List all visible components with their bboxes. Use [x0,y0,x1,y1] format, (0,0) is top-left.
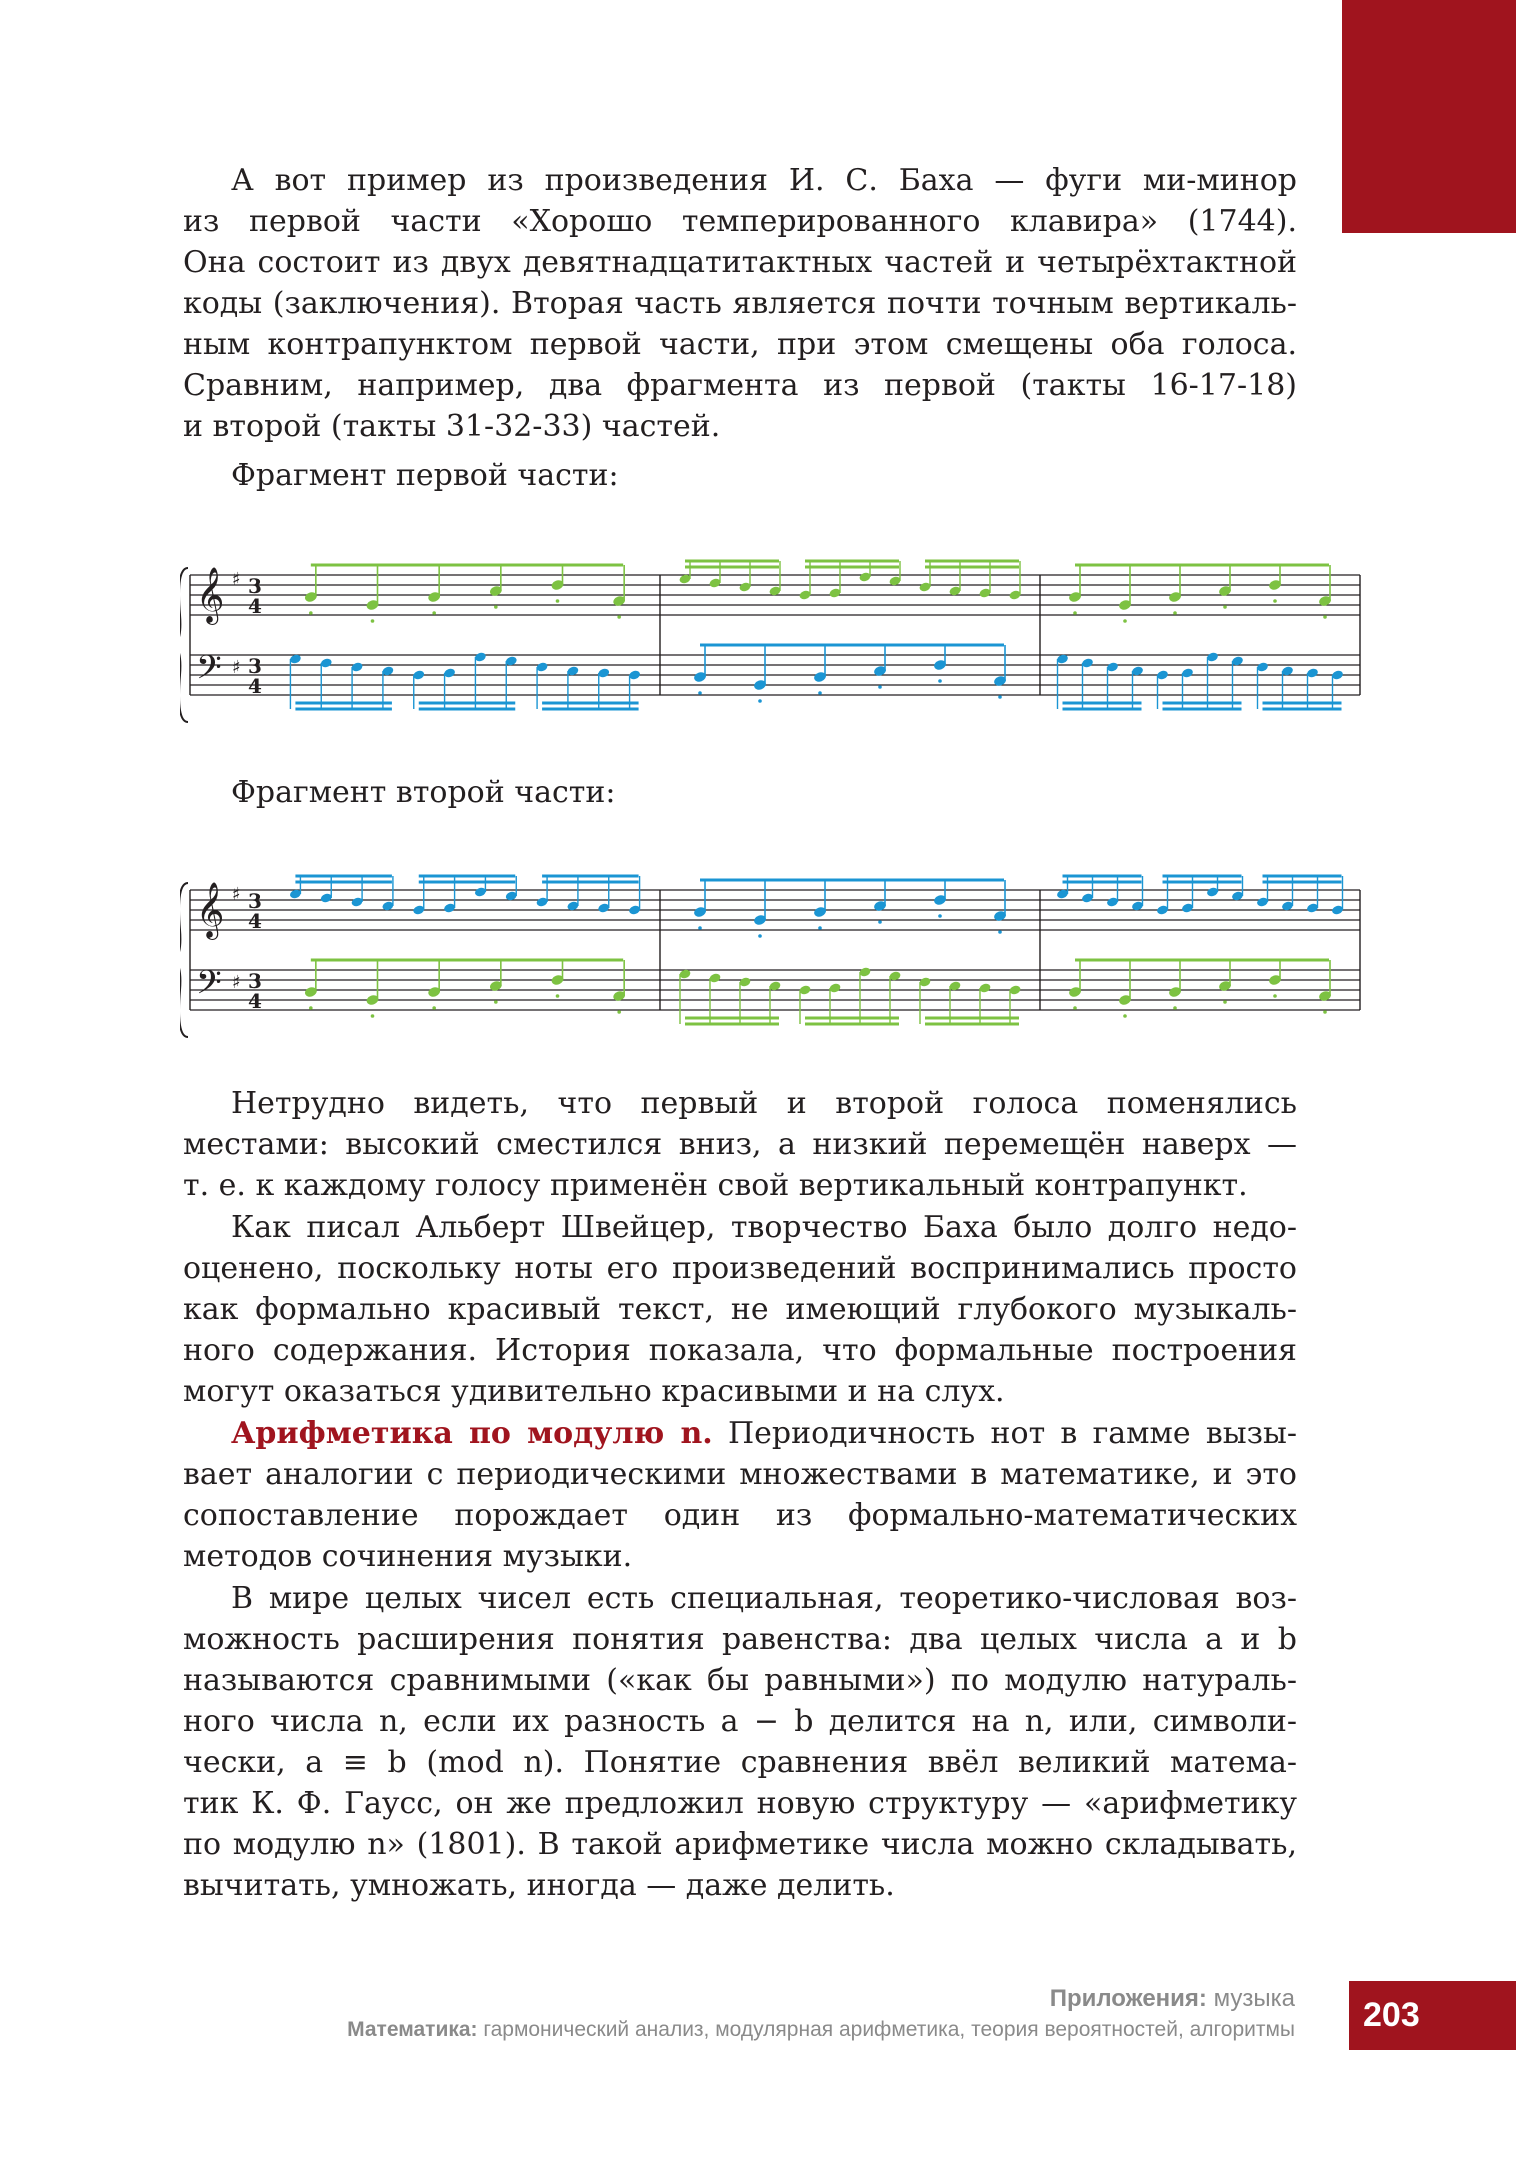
staccato-dot [1123,619,1127,623]
time-signature-top: 3 [248,574,262,598]
text-line: могут оказаться удивительно красивыми и на слух. [183,1374,1005,1409]
text-line: вает аналогии с периодическими множествами в математике, и это [183,1457,1297,1492]
brace [180,883,188,1037]
music-score-second-part [180,845,1380,1045]
text-line: называются сравнимыми («как бы равными») по модулю натураль- [183,1663,1297,1698]
caption-first-part: Фрагмент первой части: [231,458,619,493]
text-line: Нетрудно видеть, что первый и второй голоса поменялись [231,1086,1297,1121]
text-line: Она состоит из двух девятнадцатитактных частей и четырёхтактной [183,245,1297,280]
staccato-dot [1223,1000,1227,1004]
text-line: коды (заключения). Вторая часть является почти точным вертикаль- [183,286,1297,321]
time-signature-bottom: 4 [248,989,262,1013]
staccato-dot [1073,1006,1077,1010]
staccato-dot [1173,1006,1177,1010]
page-number: 203 [1349,1981,1516,2050]
staccato-dot [698,691,702,695]
footer-math [347,2018,1295,2042]
time-signature-top: 3 [248,889,262,913]
text-line: из первой части «Хорошо темперированного клавира» (1744). [183,204,1297,239]
key-signature-sharp: ♯ [232,884,241,905]
time-signature-bottom: 4 [248,909,262,933]
staccato-dot [1323,1010,1327,1014]
staccato-dot [698,926,702,930]
text-line: чески, a ≡ b (mod n). Понятие сравнения ввёл великий матема- [183,1745,1297,1780]
text-line [183,1413,1297,1454]
staccato-dot [998,695,1002,699]
text-line: Как писал Альберт Швейцер, творчество Баха было долго недо- [231,1210,1297,1245]
bass-clef: 𝄢 [196,649,222,695]
staccato-dot [1173,611,1177,615]
text-line: т. е. к каждому голосу применён свой вертикальный контрапункт. [183,1168,1248,1203]
staccato-dot [938,679,942,683]
text-line: можность расширения понятия равенства: два целых числа a и b [183,1622,1297,1657]
paragraph-voices-swapped [183,1083,1297,1206]
time-signature-top: 3 [248,969,262,993]
staccato-dot [432,611,436,615]
paragraph-congruence [183,1578,1297,1906]
staccato-dot [1123,1014,1127,1018]
text-line: Сравним, например, два фрагмента из первой (такты 16-17-18) [183,368,1297,403]
staccato-dot [309,611,313,615]
paragraph-schweitzer [183,1207,1297,1412]
staccato-dot [878,685,882,689]
staccato-dot [1273,994,1277,998]
footer-math-label: Математика: [347,2018,478,2041]
staccato-dot [998,930,1002,934]
text-line: ным контрапунктом первой части, при этом смещены оба голоса. [183,327,1297,362]
staccato-dot [758,699,762,703]
staccato-dot [371,1014,375,1018]
staccato-dot [309,1006,313,1010]
bass-clef: 𝄢 [196,964,222,1010]
section-heading: Арифметика по модулю n. [231,1416,713,1451]
text-line: А вот пример из произведения И. С. Баха — фуги ми-минор [231,163,1297,198]
treble-clef: 𝄞 [196,567,225,623]
staccato-dot [371,619,375,623]
text-line: и второй (такты 31-32-33) частей. [183,409,721,444]
text-line: тик К. Ф. Гаусс, он же предложил новую структуру — «арифметику [183,1786,1297,1821]
staccato-dot [818,691,822,695]
text-line: методов сочинения музыки. [183,1539,633,1574]
corner-tab [1342,0,1516,233]
time-signature-bottom: 4 [248,674,262,698]
brace [180,568,188,722]
text-fragment: Периодичность нот в гамме вызы- [727,1416,1297,1451]
text-line: как формально красивый текст, не имеющий глубокого музыкаль- [183,1292,1297,1327]
staccato-dot [1273,599,1277,603]
text-line: местами: высокий сместился вниз, а низкий перемещён наверх — [183,1127,1297,1162]
staccato-dot [617,1010,621,1014]
staccato-dot [938,914,942,918]
staccato-dot [1073,611,1077,615]
caption-second-part: Фрагмент второй части: [231,775,616,810]
staccato-dot [494,1000,498,1004]
staccato-dot [617,615,621,619]
staccato-dot [758,934,762,938]
text-line: сопоставление порождает один из формально-математических [183,1498,1297,1533]
footer-appendix-text: музыка [1206,1985,1295,2012]
staccato-dot [494,605,498,609]
staccato-dot [1323,615,1327,619]
key-signature-sharp: ♯ [232,569,241,590]
text-line: по модулю n» (1801). В такой арифметике числа можно складывать, [183,1827,1297,1862]
paragraph-intro [183,160,1297,447]
text-line: В мире целых чисел есть специальная, теоретико-числовая воз- [231,1581,1297,1616]
time-signature-bottom: 4 [248,594,262,618]
treble-clef: 𝄞 [196,882,225,938]
footer-math-text: гармонический анализ, модулярная арифметика, теория вероятностей, алгоритмы [477,2018,1295,2041]
key-signature-sharp: ♯ [232,972,241,993]
footer-appendix [1050,1985,1295,2013]
time-signature-top: 3 [248,654,262,678]
text-line: ного числа n, если их разность a − b делится на n, или, символи- [183,1704,1297,1739]
staccato-dot [556,994,560,998]
staccato-dot [818,926,822,930]
staccato-dot [432,1006,436,1010]
staccato-dot [556,599,560,603]
footer-appendix-label: Приложения: [1049,1985,1207,2012]
text-line: ного содержания. История показала, что формальные построения [183,1333,1297,1368]
text-line: вычитать, умножать, иногда — даже делить. [183,1868,895,1903]
key-signature-sharp: ♯ [232,657,241,678]
staccato-dot [1223,605,1227,609]
staccato-dot [878,920,882,924]
text-line: оценено, поскольку ноты его произведений воспринимались просто [183,1251,1297,1286]
music-score-first-part [180,530,1380,730]
paragraph-modular-arithmetic [183,1413,1297,1577]
